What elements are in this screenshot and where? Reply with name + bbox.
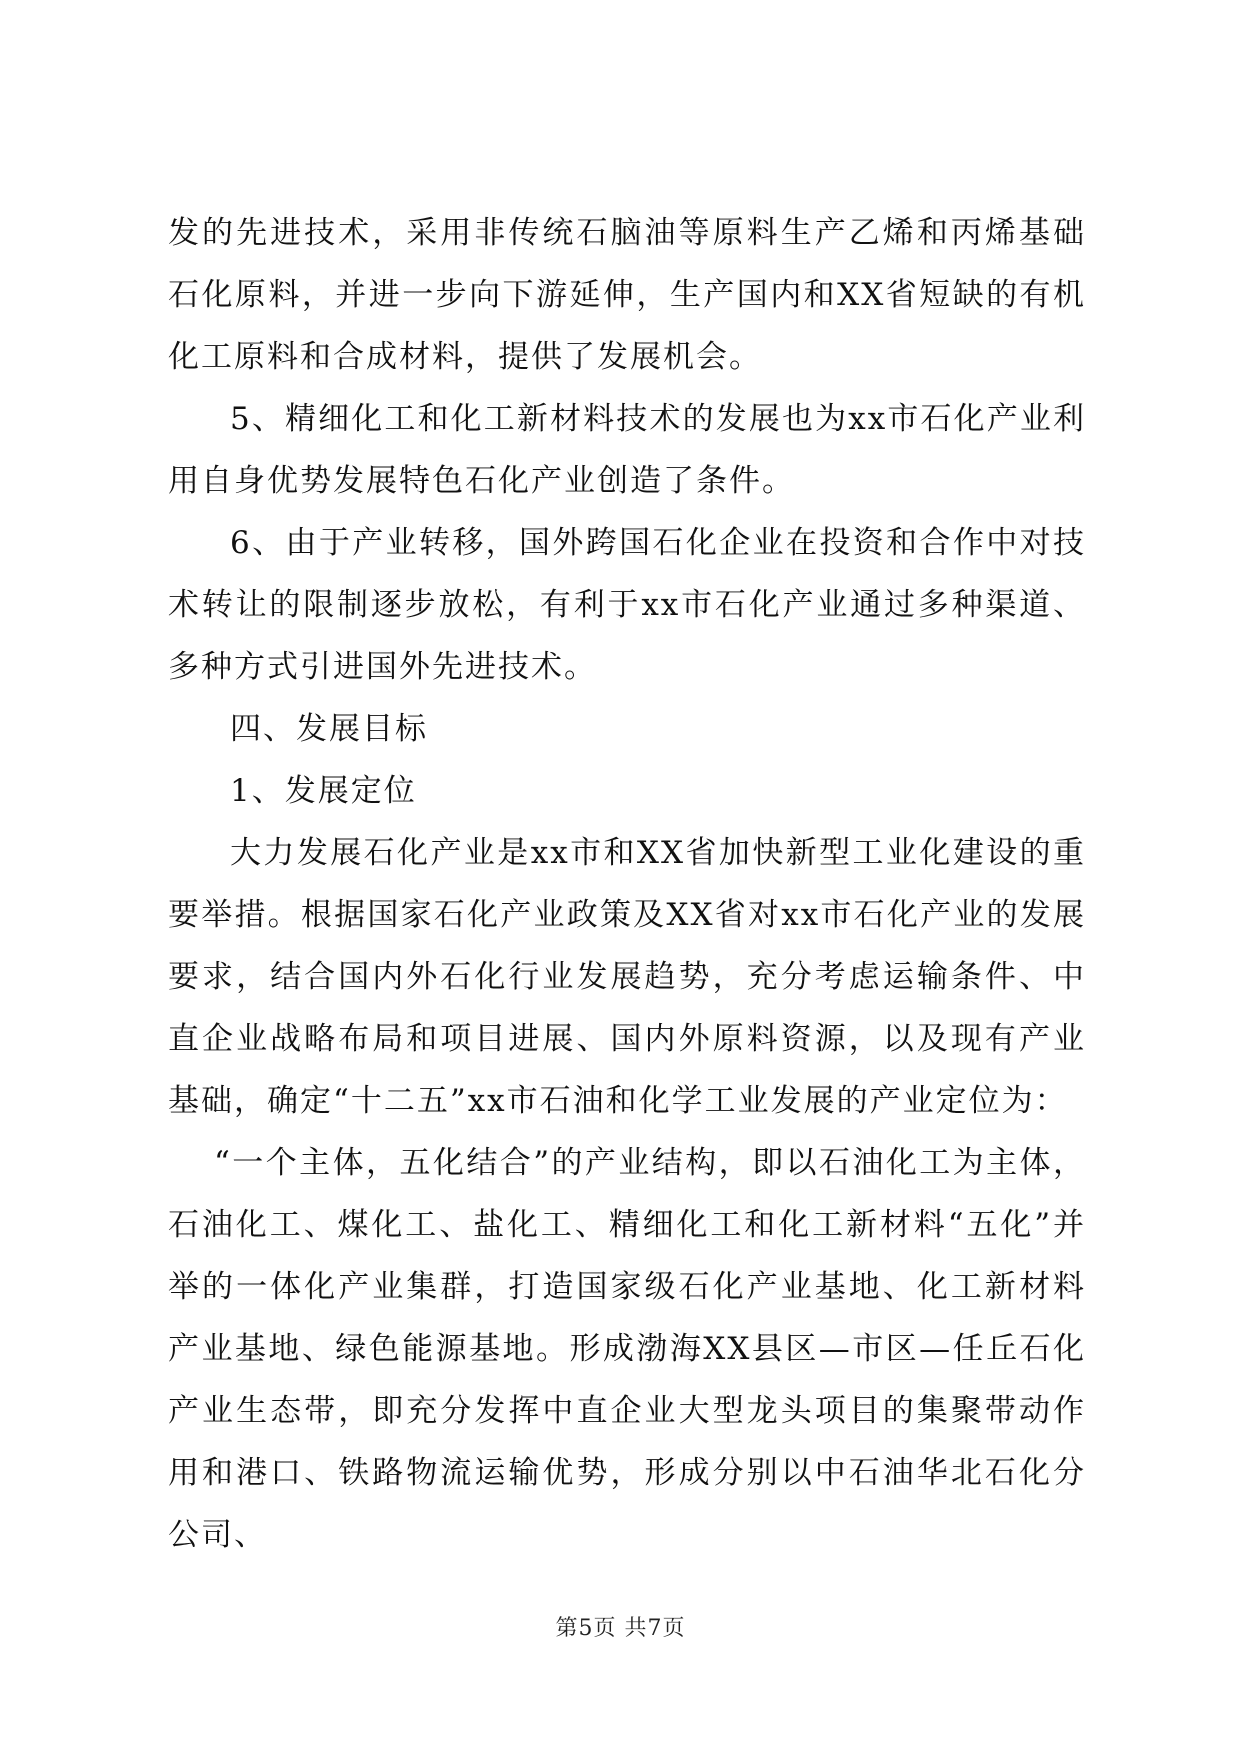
paragraph-item-6: 6、由于产业转移，国外跨国石化企业在投资和合作中对技术转让的限制逐步放松，有利于xx市石化产业通过多种渠道、多种方式引进国外先进技术。	[168, 525, 1086, 685]
page-number-footer: 第5页 共7页	[555, 1616, 686, 1641]
subsection-heading: 1、发展定位	[230, 773, 417, 809]
paragraph-continuation: 发的先进技术，采用非传统石脑油等原料生产乙烯和丙烯基础石化原料，并进一步向下游延伸，生产国内和XX省短缺的有机化工原料和合成材料，提供了发展机会。	[168, 215, 1086, 375]
document-body	[168, 202, 1086, 1566]
paragraph-structure: “一个主体，五化结合”的产业结构，即以石油化工为主体，石油化工、煤化工、盐化工、精细化工和化工新材料“五化”并举的一体化产业集群，打造国家级石化产业基地、化工新材料产业基地、绿色能源基地。形成渤海XX县区—市区—任丘石化产业生态带，即充分发挥中直企业大型龙头项目的集聚带动作用和港口、铁路物流运输优势，形成分别以中石油华北石化分公司、	[168, 1145, 1086, 1553]
paragraph-item-5: 5、精细化工和化工新材料技术的发展也为xx市石化产业利用自身优势发展特色石化产业创造了条件。	[168, 401, 1086, 499]
paragraph-positioning: 大力发展石化产业是xx市和XX省加快新型工业化建设的重要举措。根据国家石化产业政策及XX省对xx市石化产业的发展要求，结合国内外石化行业发展趋势，充分考虑运输条件、中直企业战略布局和项目进展、国内外原料资源，以及现有产业基础，确定“十二五”xx市石油和化学工业发展的产业定位为：	[168, 835, 1086, 1119]
section-heading: 四、发展目标	[230, 711, 428, 747]
